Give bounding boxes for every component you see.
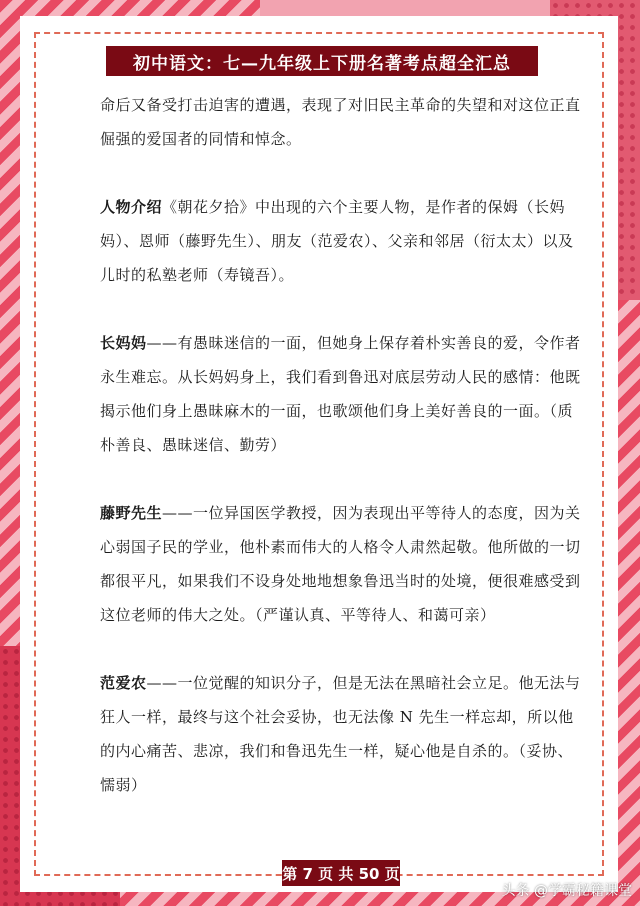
paragraph-gap [100,462,588,496]
paragraph-chang-mama [100,326,588,462]
content-body [100,88,588,802]
page-title: 初中语文：七—九年级上下册名著考点超全汇总 [106,46,538,76]
paragraph-fujino [100,496,588,632]
paragraph-lead: 藤野先生 [100,504,163,522]
paragraph-lead: 长妈妈 [100,334,147,352]
paragraph-fan-ainong [100,666,588,802]
paragraph-gap [100,292,588,326]
paragraph-character-intro [100,190,588,292]
paragraph-lead: 人物介绍 [100,198,163,216]
page-number: 第 7 页 共 50 页 [282,860,400,886]
paragraph-text: ——有愚昧迷信的一面，但她身上保存着朴实善良的爱，令作者永生难忘。从长妈妈身上，我们看到鲁迅对底层劳动人民的感情：他既揭示他们身上愚昧麻木的一面，也歌颂他们身上美好善良的一面。（质朴善良、愚昧迷信、勤劳） [100,334,581,454]
document-page [20,16,618,892]
paragraph-text: 命后又备受打击迫害的遭遇，表现了对旧民主革命的失望和对这位正直倔强的爱国者的同情和悼念。 [100,96,581,148]
paragraph-gap [100,632,588,666]
paragraph-text: ——一位异国医学教授，因为表现出平等待人的态度，因为关心弱国子民的学业，他朴素而伟大的人格令人肃然起敬。他所做的一切都很平凡，如果我们不设身处地地想象鲁迅当时的处境，便很难感受到这位老师的伟大之处。（严谨认真、平等待人、和蔼可亲） [100,504,581,624]
paragraph-gap [100,156,588,190]
paragraph-text: ——一位觉醒的知识分子，但是无法在黑暗社会立足。他无法与狂人一样，最终与这个社会妥协，也无法像 N 先生一样忘却，所以他的内心痛苦、悲凉，我们和鲁迅先生一样，疑心他是自杀的。（妥协、懦弱） [100,674,581,794]
paragraph-lead: 范爱农 [100,674,147,692]
paragraph-text: 《朝花夕拾》中出现的六个主要人物，是作者的保姆（长妈妈）、恩师（藤野先生）、朋友（范爱农）、父亲和邻居（衍太太）以及儿时的私塾老师（寿镜吾）。 [100,198,574,284]
watermark: 头条 @学霸秘籍课堂 [501,883,632,899]
paragraph-intro-continuation [100,88,588,156]
